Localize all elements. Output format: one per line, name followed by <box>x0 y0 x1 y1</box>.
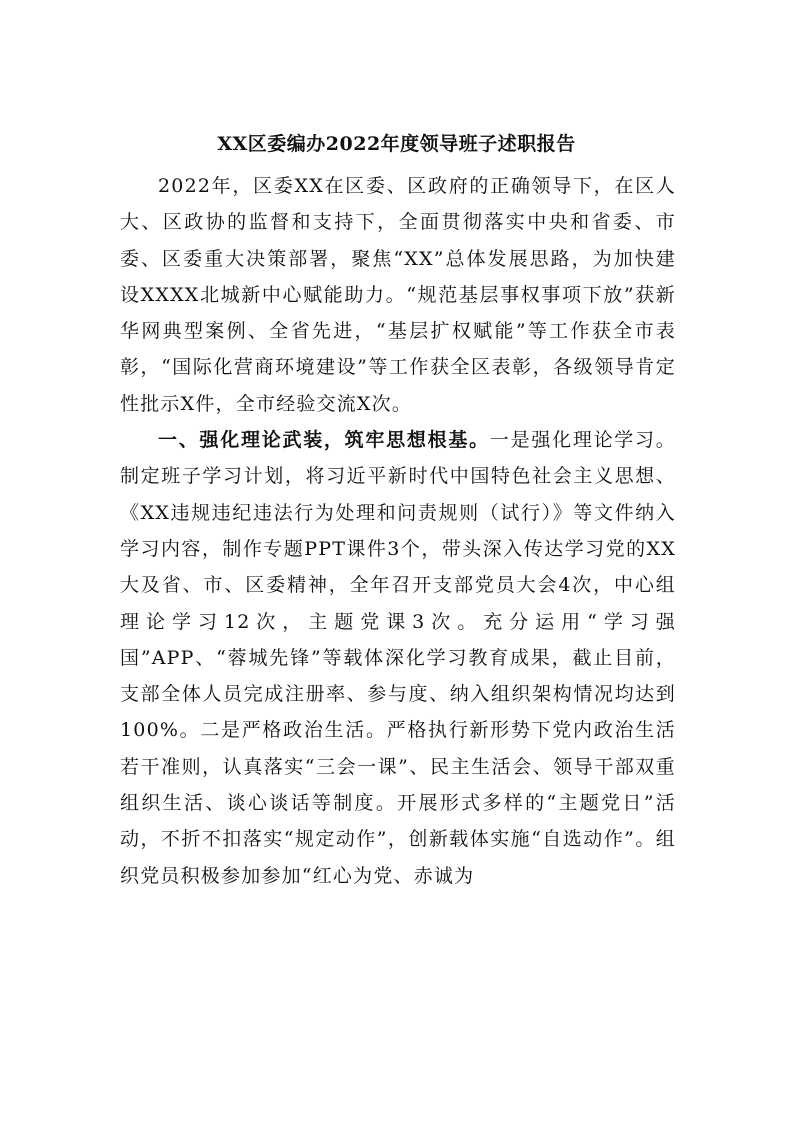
paragraph-text: 2022年，区委XX在区委、区政府的正确领导下，在区人大、区政协的监督和支持下，全面贯彻落实中央和省委、市委、区委重大决策部署，聚焦“XX”总体发展思路，为加快建设XXXX北城新中心赋能助力。“规范基层事权事项下放”获新华网典型案例、全省先进，“基层扩权赋能”等工作获全市表彰，“国际化营商环境建设”等工作获全区表彰，各级领导肯定性批示X件，全市经验交流X次。 <box>120 175 676 415</box>
document-body <box>120 168 676 894</box>
paragraph-text: 一是强化理论学习。制定班子学习计划，将习近平新时代中国特色社会主义思想、《XX违规违纪违法行为处理和问责规则（试行）》等文件纳入学习内容，制作专题PPT课件3个，带头深入传达学习党的XX大及省、市、区委精神，全年召开支部党员大会4次，中心组理论学习12次，主题党课3次。充分运用“学习强国”APP、“蓉城先锋”等载体深化学习教育成果，截止目前，支部全体人员完成注册率、参与度、纳入组织架构情况均达到100%。二是严格政治生活。严格执行新形势下党内政治生活若干准则，认真落实“三会一课”、民主生活会、领导干部双重组织生活、谈心谈话等制度。开展形式多样的“主题党日”活动，不折不扣落实“规定动作”，创新载体实施“自选动作”。组织党员积极参加参加“红心为党、赤诚为 <box>120 429 676 887</box>
document-title: XX区委编办2022年度领导班子述职报告 <box>217 133 576 155</box>
section-heading: 一、强化理论武装，筑牢思想根基。 <box>158 429 490 452</box>
paragraph-section-1 <box>120 422 676 894</box>
paragraph-intro <box>120 168 676 422</box>
